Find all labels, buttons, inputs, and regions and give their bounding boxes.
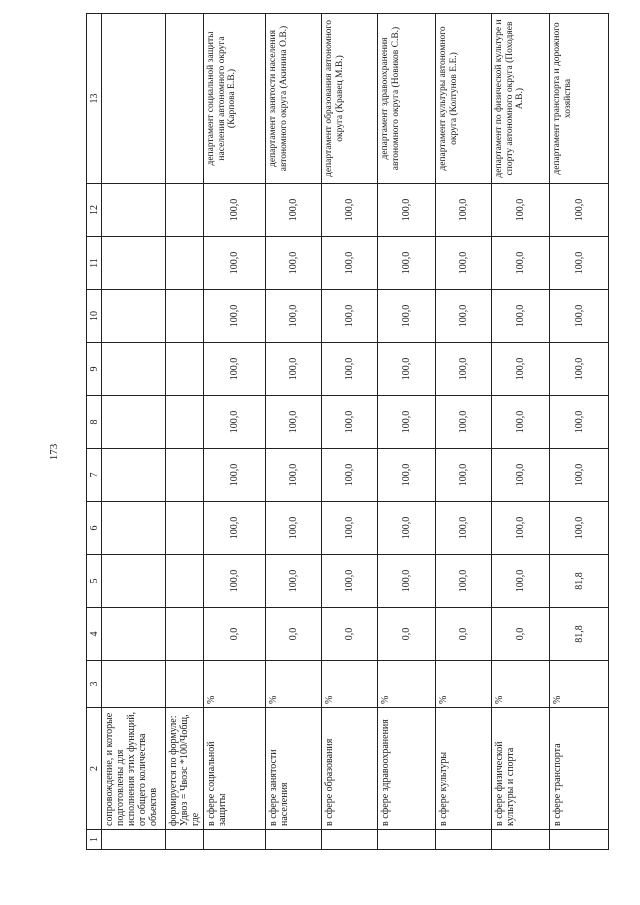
value-cell: 100,0: [550, 290, 609, 343]
value-cell: 0,0: [436, 608, 492, 661]
unit-cell: %: [550, 661, 609, 708]
header-cell: 3: [87, 661, 102, 708]
responsible-cell: департамент образования автономного округа (Кравец М.В.): [322, 14, 378, 184]
value-cell: 100,0: [550, 184, 609, 237]
intro-row: [166, 14, 204, 850]
indicator-name: в сфере здравоохранения: [378, 708, 436, 830]
intro-text: формируется по формуле: Удвоз = Чвозс *100/Чобщ, где: [166, 708, 204, 830]
responsible-cell: департамент по физической культуре и спорту автономного округа (Походяев А.В.): [492, 14, 550, 184]
indicator-name: в сфере транспорта: [550, 708, 609, 830]
table-row: [436, 14, 492, 850]
value-cell: 100,0: [322, 290, 378, 343]
intro-row: [102, 14, 166, 850]
value-cell: 100,0: [492, 184, 550, 237]
value-cell: 100,0: [204, 396, 266, 449]
row-number-cell: [322, 830, 378, 850]
page-number: 173: [48, 443, 60, 461]
value-cell: 100,0: [436, 290, 492, 343]
value-cell: 100,0: [492, 555, 550, 608]
value-cell: 100,0: [378, 449, 436, 502]
value-cell: 100,0: [378, 343, 436, 396]
unit-cell: %: [266, 661, 322, 708]
value-cell: 100,0: [266, 237, 322, 290]
value-cell: 100,0: [550, 396, 609, 449]
value-cell: 100,0: [204, 184, 266, 237]
value-cell: 100,0: [266, 343, 322, 396]
value-cell: 100,0: [492, 502, 550, 555]
value-cell: 100,0: [492, 343, 550, 396]
value-cell: 100,0: [266, 184, 322, 237]
value-cell: 100,0: [266, 449, 322, 502]
header-cell: 5: [87, 555, 102, 608]
value-cell: 100,0: [322, 184, 378, 237]
row-number-cell: [550, 830, 609, 850]
value-cell: 100,0: [378, 290, 436, 343]
value-cell: 100,0: [378, 555, 436, 608]
value-cell: 100,0: [322, 237, 378, 290]
value-cell: 100,0: [378, 237, 436, 290]
value-cell: 100,0: [322, 449, 378, 502]
value-cell: 100,0: [436, 396, 492, 449]
value-cell: 100,0: [266, 502, 322, 555]
value-cell: 100,0: [204, 290, 266, 343]
value-cell: 100,0: [378, 184, 436, 237]
value-cell: 100,0: [204, 343, 266, 396]
indicator-name: в сфере социальной защиты: [204, 708, 266, 830]
header-cell: 8: [87, 396, 102, 449]
value-cell: 100,0: [436, 237, 492, 290]
table-row: [204, 14, 266, 850]
table-row: [378, 14, 436, 850]
value-cell: 100,0: [204, 449, 266, 502]
value-cell: 100,0: [266, 396, 322, 449]
responsible-cell: департамент занятости населения автономного округа (Акинина О.В.): [266, 14, 322, 184]
unit-cell: %: [204, 661, 266, 708]
value-cell: 0,0: [378, 608, 436, 661]
value-cell: 81,8: [550, 555, 609, 608]
indicator-name: в сфере образования: [322, 708, 378, 830]
table-row: [266, 14, 322, 850]
value-cell: 100,0: [378, 396, 436, 449]
header-cell: 12: [87, 184, 102, 237]
value-cell: 100,0: [550, 502, 609, 555]
value-cell: 100,0: [436, 343, 492, 396]
intro-text: сопровождение, и которые подготовлены для исполнения этих функций, от общего количества объектов: [102, 708, 166, 830]
value-cell: 100,0: [492, 237, 550, 290]
table-row: [550, 14, 609, 850]
value-cell: 100,0: [550, 449, 609, 502]
header-cell: 7: [87, 449, 102, 502]
value-cell: 100,0: [436, 184, 492, 237]
value-cell: 0,0: [204, 608, 266, 661]
row-number-cell: [492, 830, 550, 850]
value-cell: 100,0: [204, 502, 266, 555]
header-cell: 13: [87, 14, 102, 184]
responsible-cell: департамент здравоохранения автономного округа (Новиков С.В.): [378, 14, 436, 184]
value-cell: 100,0: [266, 290, 322, 343]
value-cell: 100,0: [492, 449, 550, 502]
value-cell: 100,0: [550, 343, 609, 396]
value-cell: 100,0: [436, 555, 492, 608]
unit-cell: %: [322, 661, 378, 708]
value-cell: 0,0: [266, 608, 322, 661]
unit-cell: %: [436, 661, 492, 708]
header-cell: 9: [87, 343, 102, 396]
value-cell: 0,0: [492, 608, 550, 661]
row-number-cell: [266, 830, 322, 850]
value-cell: 100,0: [204, 237, 266, 290]
responsible-cell: департамент социальной защиты населения автономного округа (Карпова Е.В.): [204, 14, 266, 184]
value-cell: 100,0: [492, 290, 550, 343]
value-cell: 100,0: [436, 449, 492, 502]
table-row: [322, 14, 378, 850]
header-cell: 4: [87, 608, 102, 661]
value-cell: 81,8: [550, 608, 609, 661]
value-cell: 100,0: [492, 396, 550, 449]
value-cell: 100,0: [322, 555, 378, 608]
responsible-cell: департамент культуры автономного округа (Колтунов Е.Е.): [436, 14, 492, 184]
value-cell: 100,0: [322, 502, 378, 555]
header-cell: 11: [87, 237, 102, 290]
header-cell: 1: [87, 830, 102, 850]
value-cell: 100,0: [322, 396, 378, 449]
indicator-name: в сфере культуры: [436, 708, 492, 830]
value-cell: 100,0: [436, 502, 492, 555]
header-cell: 2: [87, 708, 102, 830]
indicator-name: в сфере физической культуры и спорта: [492, 708, 550, 830]
value-cell: 0,0: [322, 608, 378, 661]
value-cell: 100,0: [204, 555, 266, 608]
value-cell: 100,0: [266, 555, 322, 608]
header-cell: 6: [87, 502, 102, 555]
indicator-table: [86, 14, 607, 850]
indicator-name: в сфере занятости населения: [266, 708, 322, 830]
value-cell: 100,0: [378, 502, 436, 555]
responsible-cell: департамент транспорта и дорожного хозяйства: [550, 14, 609, 184]
row-number-cell: [204, 830, 266, 850]
unit-cell: %: [378, 661, 436, 708]
header-row: [87, 14, 102, 850]
row-number-cell: [436, 830, 492, 850]
header-cell: 10: [87, 290, 102, 343]
table-row: [492, 14, 550, 850]
value-cell: 100,0: [550, 237, 609, 290]
row-number-cell: [378, 830, 436, 850]
unit-cell: %: [492, 661, 550, 708]
value-cell: 100,0: [322, 343, 378, 396]
